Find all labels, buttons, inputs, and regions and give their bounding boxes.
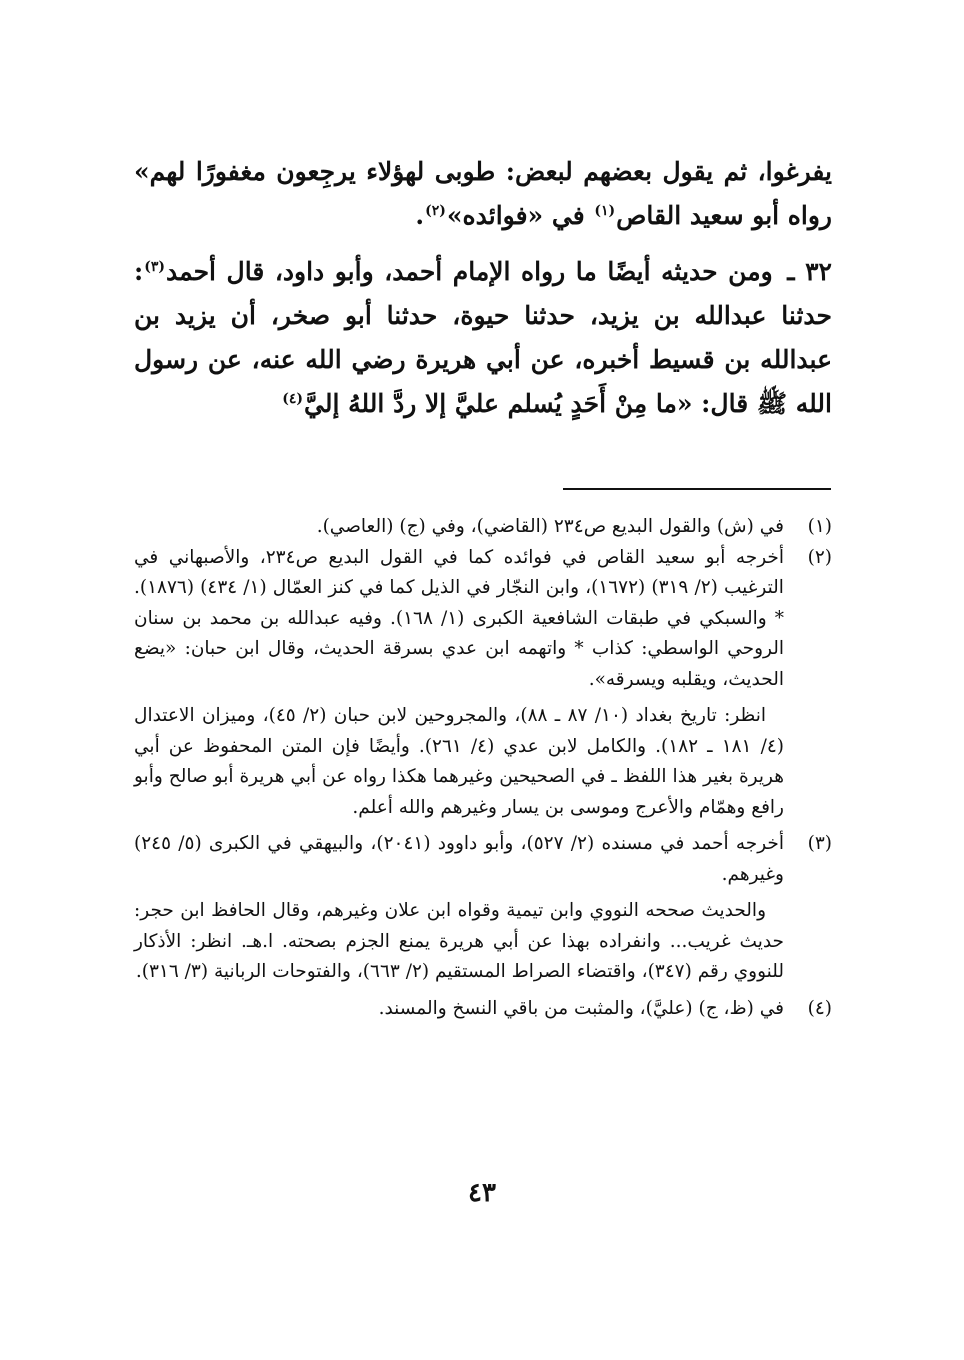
hadith-number: ٣٢ ـ (787, 257, 832, 286)
footnote-number: (٤) (807, 997, 832, 1019)
footnote-body (134, 543, 784, 824)
footnote-text: أخرجه أحمد في مسنده (٢/ ٥٢٧)، وأبو داوود (٢٠٤١)، والبيهقي في الكبرى (٥/ ٢٤٥) وغيرهم. (134, 833, 784, 885)
footnote-text: أخرجه أبو سعيد القاص في فوائده كما في القول البديع ص٢٣٤، والأصبهاني في الترغيب (٢/ ٣١٩) (١٦٧٢)، وابن النجّار في الذيل كما في كنز العمّال (١/ ٤٣٤) (١٨٧٦). * والسبكي في طبقات الشافعية الكبرى (١/ ١٦٨). وفيه عبدالله بن محمد بن سنان الروحي الواسطي: كذاب * واتهمه ابن عدي بسرقة الحديث، وقال ابن حبان: «يضع الحديث، ويقلبه ويسرقه». (134, 546, 784, 690)
main-text (134, 150, 832, 426)
footnote-4 (134, 994, 832, 1025)
footnote-ref-3: (٣) (144, 258, 166, 275)
footnote-body (134, 829, 784, 988)
footnote-text: في (ظ، ج) (عليَّ)، والمثبت من باقي النسخ والمسند. (378, 997, 784, 1019)
paragraph-text: في «فوائده» (446, 201, 594, 230)
paragraph-text: ومن حديثه أيضًا ما رواه الإمام أحمد، وأبو داود، قال أحمد (166, 257, 773, 286)
footnote-text: في (ش) والقول البديع ص٢٣٤ (القاضي)، وفي (ج) (العاصي). (316, 516, 784, 537)
footnote-separator (563, 488, 831, 490)
footnote-ref-4: (٤) (282, 390, 304, 407)
footnote-1 (134, 512, 832, 543)
footnote-body (134, 512, 784, 543)
hadith-paragraph (134, 250, 832, 426)
footnote-number: (٢) (807, 546, 832, 568)
footnote-number: (١) (807, 516, 832, 537)
paragraph-text: يفرغوا، ثم يقول بعضهم لبعض: طوبى لهؤلاء يرجِعون مغفورًا لهم» رواه أبو سعيد القاص (134, 157, 832, 230)
footnote-text: والحديث صححه النووي وابن تيمية وقواه ابن علان وغيرهم، وقال الحافظ ابن حجر: حديث غريب... وانفراده بهذا عن أبي هريرة يمنع الجزم بصحته. ا.هـ. انظر: الأذكار للنووي رقم (٣٤٧)، واقتضاء الصراط المستقيم (٢/ ٦٦٣)، والفتوحات الربانية (٣/ ٣١٦). (134, 900, 784, 982)
paragraph-text: : حدثنا عبدالله بن يزيد، حدثنا حيوة، حدثنا أبو صخر، أن يزيد بن عبدالله بن قسيط أخبره، عن أبي هريرة رضي الله عنه، عن رسول الله ﷺ قال: «ما مِنْ أَحَدٍ يُسلم عليَّ إلا ردَّ اللهُ إليَّ (134, 257, 832, 418)
paragraph-continuation (134, 150, 832, 238)
footnote-ref-2: (٢) (425, 202, 446, 219)
footnote-number: (٣) (807, 833, 832, 854)
footnote-body (134, 994, 784, 1025)
footnote-3 (134, 829, 832, 988)
footnote-2 (134, 543, 832, 824)
paragraph-text: . (415, 201, 425, 230)
footnote-text: انظر: تاريخ بغداد (١٠/ ٨٧ ـ ٨٨)، والمجروحين لابن حبان (٢/ ٤٥)، وميزان الاعتدال (٤/ ١٨١ ـ ١٨٢). والكامل لابن عدي (٤/ ٢٦١). وأيضًا فإن المتن المحفوظ عن أبي هريرة بغير هذا اللفظ ـ في الصحيحين وغيرهما هكذا رواه عن أبي هريرة أبو صالح وأبو رافع وهمّام والأعرج وموسى بن يسار وغيرهم والله أعلم. (134, 705, 784, 818)
footnote-ref-1: (١) (594, 202, 616, 219)
footnotes (134, 512, 832, 1024)
page-number: ٤٣ (468, 1178, 496, 1208)
